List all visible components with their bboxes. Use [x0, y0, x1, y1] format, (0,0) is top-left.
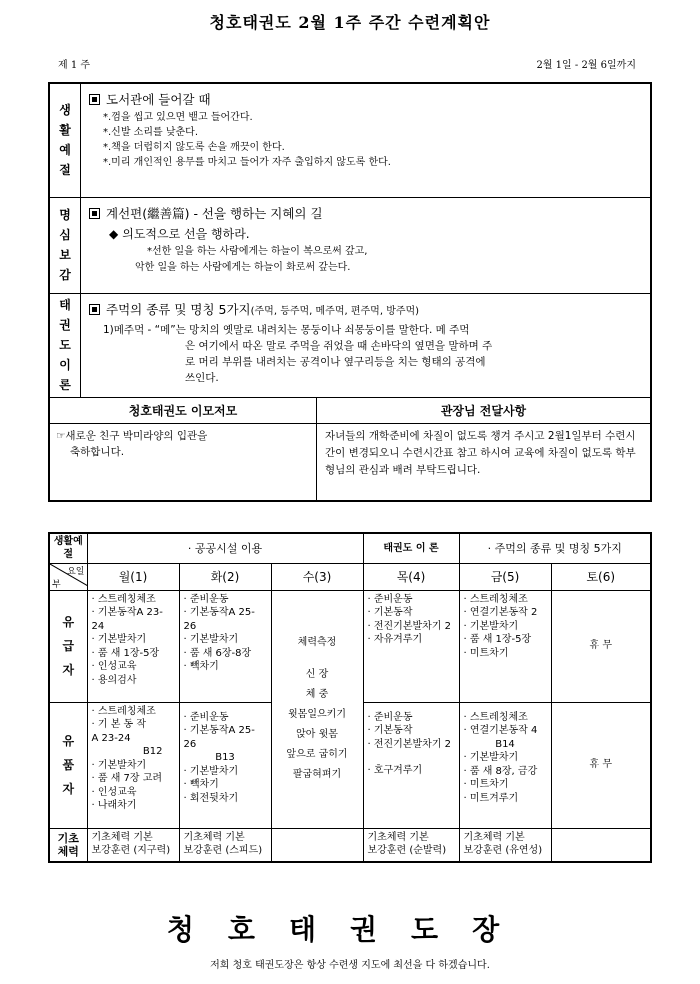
schedule-item: · 회전뒷차기 [183, 792, 239, 804]
fitness-test-item: 체 중 [305, 689, 329, 700]
schedule-item: · 연결기본동작 2 [463, 607, 538, 618]
news-right-title: 관장님 전달사항 [317, 397, 652, 423]
basic-thu [363, 828, 459, 862]
day-header: 토(6) [551, 563, 651, 590]
day-header: 금(5) [459, 563, 551, 590]
schedule-item: · 기본동작A 25-26 [183, 725, 255, 750]
basic-fri [459, 828, 551, 862]
schedule-item: · 준비운동 [183, 711, 229, 723]
schedule-item: · 기본동작 [367, 725, 413, 736]
schedule-item: · 나래차기 [91, 800, 137, 811]
day-header: 월(1) [87, 563, 179, 590]
life-label [49, 83, 81, 197]
schedule-item: · 품 새 1장-5장 [463, 634, 532, 645]
basic-sat [551, 828, 651, 862]
yugeup-thu [363, 590, 459, 702]
day-header: 수(3) [271, 563, 363, 590]
fitness-test-item: 신 장 [305, 669, 329, 680]
schedule-item: · 스트레칭체조 [91, 705, 156, 717]
yupum-fri [459, 702, 551, 828]
schedule-item: · 기본발차기 [183, 634, 239, 645]
day-header: 화(2) [179, 563, 271, 590]
schedule-item: B14 [495, 738, 515, 750]
schedule-item: 기초체력 기본 [91, 831, 153, 843]
theory-label-text: 태 권 도 이 론 [59, 298, 71, 392]
yupum-thu [363, 702, 459, 828]
schedule-table [48, 532, 652, 863]
wed-fitness-test [271, 590, 363, 828]
schedule-life-value: · 공공시설 이용 [87, 533, 363, 563]
schedule-item: · 품 새 8장, 금강 [463, 765, 538, 777]
day-header: 목(4) [363, 563, 459, 590]
life-bullet: *.껌을 씹고 있으면 뱉고 들어간다. [103, 112, 253, 123]
corner-dept: 부 [52, 579, 61, 590]
proverb-quote: 악한 일을 하는 사람에게는 하늘이 화로써 갚는다. [135, 261, 351, 273]
schedule-item: · 호구겨루기 [367, 765, 423, 776]
theory-definition: 로 머리 부위를 내려치는 공격이나 옆구리등을 치는 형태의 공격에 [185, 355, 486, 368]
schedule-item: · 미트차기 [463, 647, 509, 659]
corner-day: 요일 [67, 566, 85, 577]
fitness-test-item: 앞으로 굽히기 [286, 749, 348, 760]
schedule-life-label: 생활예절 [49, 533, 87, 563]
schedule-item: · 기본동작A 25-26 [183, 607, 255, 632]
theory-heading: 주먹의 종류 및 명칭 5가지 [106, 301, 251, 317]
schedule-item: · 기본발차기 [463, 620, 519, 632]
schedule-item: B12 [142, 746, 163, 757]
schedule-item: · 전진기본발차기 2 [367, 620, 452, 632]
theory-heading-paren: (주먹, 등주먹, 메주먹, 편주먹, 방주먹) [250, 305, 420, 317]
checkbox-square-icon [89, 94, 100, 105]
schedule-item: · 기 본 동 작 [91, 719, 147, 730]
yupum-label-text: 유 품 자 [62, 734, 75, 796]
schedule-item: · 준비운동 [367, 711, 413, 723]
schedule-item: · 기본발차기 [91, 634, 147, 645]
basic-label [49, 828, 87, 862]
schedule-item: · 기본발차기 [463, 752, 519, 763]
schedule-theory-label: 태권도 이 론 [363, 533, 459, 563]
checkbox-square-icon [89, 304, 100, 315]
theory-section [81, 293, 652, 397]
schedule-item: · 인성교육 [91, 661, 137, 672]
schedule-item: B13 [215, 752, 235, 763]
schedule-theory-value: · 주먹의 종류 및 명칭 5가지 [459, 533, 651, 563]
theory-definition: 쓰인다. [185, 371, 219, 384]
basic-label-text: 기초 체력 [57, 831, 79, 858]
checkbox-square-icon [89, 208, 100, 219]
news-left-line: 축하합니다. [70, 445, 125, 458]
weekly-plan-table [48, 82, 652, 502]
schedule-item: 보강훈련 (스피드) [183, 845, 263, 856]
proverb-label [49, 197, 81, 293]
schedule-item: · 스트레칭체조 [463, 593, 528, 605]
schedule-item: 기초체력 기본 [367, 831, 429, 843]
yugeup-mon [87, 590, 179, 702]
theory-definition: 은 여기에서 따온 말로 주먹을 쥐었을 때 손바닥의 옆면을 말하며 주 [185, 339, 493, 352]
schedule-item: · 스트레칭체조 [463, 711, 528, 723]
schedule-item: · 기본동작A 23-24 [91, 607, 163, 632]
schedule-item: · 미트차기 [463, 779, 509, 790]
schedule-item: · 전진기본발차기 2 [367, 738, 452, 750]
theory-label [49, 293, 81, 397]
proverb-quote: *선한 일을 하는 사람에게는 하늘이 복으로써 갚고, [147, 245, 368, 257]
schedule-item: 보강훈련 (지구력) [91, 845, 171, 856]
life-bullet: *.미리 개인적인 용무를 마치고 들어가 자주 출입하지 않도록 한다. [103, 157, 391, 168]
yupum-sat: 휴 무 [551, 702, 651, 828]
schedule-item: A 23-24 [91, 732, 131, 744]
fitness-test-title: 체력측정 [297, 637, 337, 648]
page-title: 청호태권도 2월 1주 주간 수련계획안 [209, 13, 491, 32]
life-bullet: *.책을 더럽히지 않도록 손을 깨끗이 한다. [103, 142, 285, 153]
schedule-item: · 인성교육 [91, 786, 137, 798]
schedule-item: · 품 새 6장-8장 [183, 647, 252, 659]
week-number: 제 1 주 [58, 60, 91, 71]
news-right-text: 자녀들의 개학준비에 차질이 없도록 챙겨 주시고 2월1일부터 수련시간이 변경되오니 수련시간표 참고 하시여 교육에 차질이 없도록 학부형님의 관심과 배려 부탁드립니다. [317, 423, 652, 501]
life-section [81, 83, 652, 197]
yupum-label [49, 702, 87, 828]
proverb-subheading: 의도적으로 선을 행하라. [122, 226, 250, 241]
theory-definition: 1)메주먹 - “메”는 망치의 옛말로 내려치는 몽둥이나 쇠몽둥이를 말한다. 메 주먹 [103, 323, 470, 336]
fitness-test-item: 앉아 윗몸 [296, 729, 338, 740]
schedule-item: · 기본발차기 [91, 759, 147, 771]
schedule-item: · 준비운동 [367, 593, 413, 605]
footer-slogan: 저희 청호 태권도장은 항상 수련생 지도에 최선을 다 하겠습니다. [210, 960, 490, 971]
schedule-item: 기초체력 기본 [463, 831, 525, 843]
schedule-item: · 용의검사 [91, 674, 137, 686]
yugeup-label [49, 590, 87, 702]
yugeup-sat: 휴 무 [551, 590, 651, 702]
fitness-test-item: 팔굽혀펴기 [292, 769, 342, 780]
schedule-item: · 품 새 1장-5장 [91, 647, 160, 659]
corner-header [49, 563, 87, 590]
schedule-item: 기초체력 기본 [183, 831, 245, 843]
yupum-tue [179, 702, 271, 828]
basic-tue [179, 828, 271, 862]
schedule-item: · 빽차기 [183, 661, 219, 672]
schedule-item: · 연결기본동작 4 [463, 725, 538, 736]
diamond-bullet-icon: ◆ [109, 226, 119, 241]
schedule-item: · 품 새 7장 고려 [91, 773, 163, 784]
schedule-item: 보강훈련 (순발력) [367, 845, 447, 856]
basic-mon [87, 828, 179, 862]
schedule-item: · 스트레칭체조 [91, 593, 156, 605]
schedule-item: · 기본동작 [367, 607, 413, 618]
yugeup-tue [179, 590, 271, 702]
yupum-mon [87, 702, 179, 828]
schedule-item: · 준비운동 [183, 593, 229, 605]
news-left-line: ☞새로운 친구 박미라양의 입관을 [56, 429, 208, 442]
schedule-item: · 미트겨루기 [463, 792, 519, 804]
schedule-item: · 빽차기 [183, 779, 219, 790]
yugeup-fri [459, 590, 551, 702]
news-left [49, 423, 317, 501]
date-range: 2월 1일 - 2월 6일까지 [536, 60, 636, 71]
life-label-text: 생 활 예 절 [59, 103, 71, 178]
schedule-item: · 자유겨루기 [367, 634, 423, 645]
proverb-label-text: 명 심 보 감 [59, 208, 71, 282]
fitness-test-item: 윗몸일으키기 [288, 709, 346, 720]
life-heading: 도서관에 들어갈 때 [106, 92, 211, 107]
news-left-title: 청호태권도 이모저모 [49, 397, 317, 423]
proverb-heading: 계선편(繼善篇) - 선을 행하는 지혜의 길 [106, 205, 323, 221]
schedule-item: 보강훈련 (유연성) [463, 845, 543, 856]
life-bullet: *.신발 소리를 낮춘다. [103, 127, 198, 138]
proverb-section [81, 197, 652, 293]
yugeup-label-text: 유 급 자 [62, 615, 75, 677]
schedule-item-spacer [368, 751, 455, 764]
basic-wed [271, 828, 363, 862]
footer-dojang-name: 청호태권도장 [166, 913, 534, 946]
schedule-item: · 기본발차기 [183, 765, 239, 777]
